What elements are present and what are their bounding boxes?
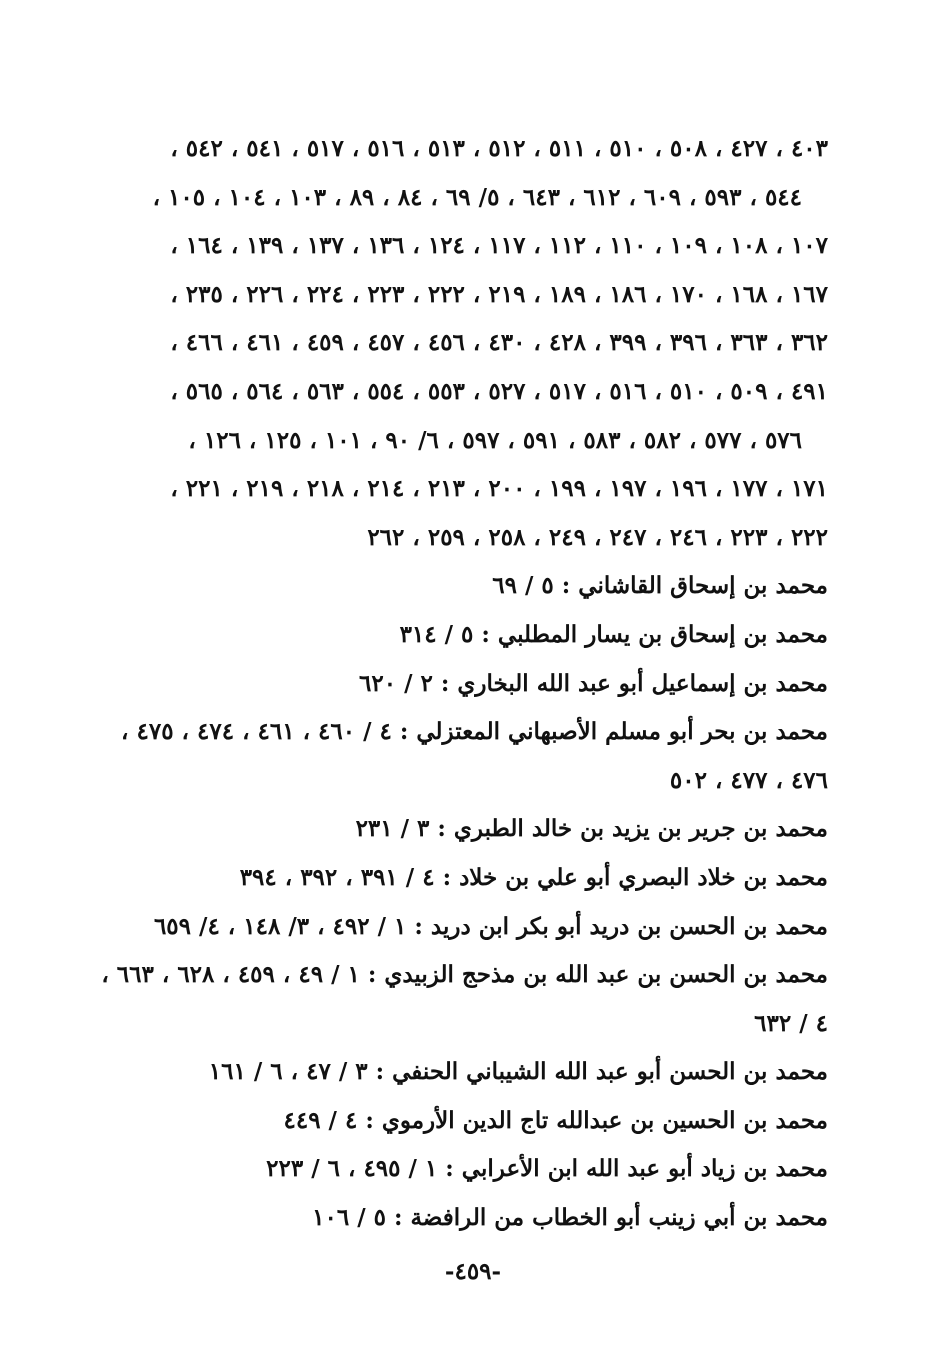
index-entry: محمد بن جرير بن يزيد بن خالد الطبري : ٣ / ٢٣١ xyxy=(355,815,828,843)
index-entry: محمد بن خلاد البصري أبو علي بن خلاد : ٤ / ٣٩١ ، ٣٩٢ ، ٣٩٤ xyxy=(239,863,828,891)
index-entry: محمد بن زياد أبو عبد الله ابن الأعرابي : ١ / ٤٩٥ ، ٦ / ٢٢٣ xyxy=(266,1155,828,1183)
index-entry: محمد بن الحسين بن عبدالله تاج الدين الأرموي : ٤ / ٤٤٩ xyxy=(283,1106,828,1134)
index-page-body xyxy=(101,125,828,1243)
index-line: ١٦٧ ، ١٦٨ ، ١٧٠ ، ١٨٦ ، ١٨٩ ، ٢١٩ ، ٢٢٢ ، ٢٢٣ ، ٢٢٤ ، ٢٢٦ ، ٢٣٥ ، xyxy=(170,280,828,308)
index-line: ١٧١ ، ١٧٧ ، ١٩٦ ، ١٩٧ ، ١٩٩ ، ٢٠٠ ، ٢١٣ ، ٢١٤ ، ٢١٨ ، ٢١٩ ، ٢٢١ ، xyxy=(170,475,828,503)
index-entry: محمد بن الحسن بن عبد الله بن مذحج الزبيدي : ١ / ٤٩ ، ٤٥٩ ، ٦٢٨ ، ٦٦٣ ، xyxy=(101,961,828,989)
index-line: ٢٢٢ ، ٢٢٣ ، ٢٤٦ ، ٢٤٧ ، ٢٤٩ ، ٢٥٨ ، ٢٥٩ ، ٢٦٢ xyxy=(367,523,828,551)
index-entry: محمد بن إسحاق القاشاني : ٥ / ٦٩ xyxy=(492,572,828,600)
index-line: ٤٩١ ، ٥٠٩ ، ٥١٠ ، ٥١٦ ، ٥١٧ ، ٥٢٧ ، ٥٥٣ ، ٥٥٤ ، ٥٦٣ ، ٥٦٤ ، ٥٦٥ ، xyxy=(170,377,828,405)
index-entry: محمد بن أبي زينب أبو الخطاب من الرافضة : ٥ / ١٠٦ xyxy=(312,1204,828,1232)
index-entry-continuation: ٤ / ٦٣٢ xyxy=(754,1009,828,1037)
page-number: -٤٥٩- xyxy=(444,1258,502,1285)
index-line: ٥٧٦ ، ٥٧٧ ، ٥٨٢ ، ٥٨٣ ، ٥٩١ ، ٥٩٧ ، ٦/ ٩٠ ، ١٠١ ، ١٢٥ ، ١٢٦ ، xyxy=(188,426,802,454)
index-line: ٥٤٤ ، ٥٩٣ ، ٦٠٩ ، ٦١٢ ، ٦٤٣ ، ٥/ ٦٩ ، ٨٤ ، ٨٩ ، ١٠٣ ، ١٠٤ ، ١٠٥ ، xyxy=(152,183,802,211)
index-entry-continuation: ٤٧٦ ، ٤٧٧ ، ٥٠٢ xyxy=(669,766,828,794)
index-entry: محمد بن الحسن بن دريد أبو بكر ابن دريد : ١ / ٤٩٢ ، ٣/ ١٤٨ ، ٤/ ٦٥٩ xyxy=(153,912,828,940)
index-entry: محمد بن بحر أبو مسلم الأصبهاني المعتزلي : ٤ / ٤٦٠ ، ٤٦١ ، ٤٧٤ ، ٤٧٥ ، xyxy=(121,718,828,746)
index-entry: محمد بن الحسن أبو عبد الله الشيباني الحنفي : ٣ / ٤٧ ، ٦ / ١٦١ xyxy=(208,1058,828,1086)
index-entry: محمد بن إسحاق بن يسار المطلبي : ٥ / ٣١٤ xyxy=(399,620,828,648)
index-entry: محمد بن إسماعيل أبو عبد الله البخاري : ٢ / ٦٢٠ xyxy=(359,669,828,697)
index-line: ١٠٧ ، ١٠٨ ، ١٠٩ ، ١١٠ ، ١١٢ ، ١١٧ ، ١٢٤ ، ١٣٦ ، ١٣٧ ، ١٣٩ ، ١٦٤ ، xyxy=(170,232,828,260)
index-line: ٤٠٣ ، ٤٢٧ ، ٥٠٨ ، ٥١٠ ، ٥١١ ، ٥١٢ ، ٥١٣ ، ٥١٦ ، ٥١٧ ، ٥٤١ ، ٥٤٢ ، xyxy=(170,135,828,162)
index-line: ٣٦٢ ، ٣٦٣ ، ٣٩٦ ، ٣٩٩ ، ٤٢٨ ، ٤٣٠ ، ٤٥٦ ، ٤٥٧ ، ٤٥٩ ، ٤٦١ ، ٤٦٦ ، xyxy=(170,329,828,357)
